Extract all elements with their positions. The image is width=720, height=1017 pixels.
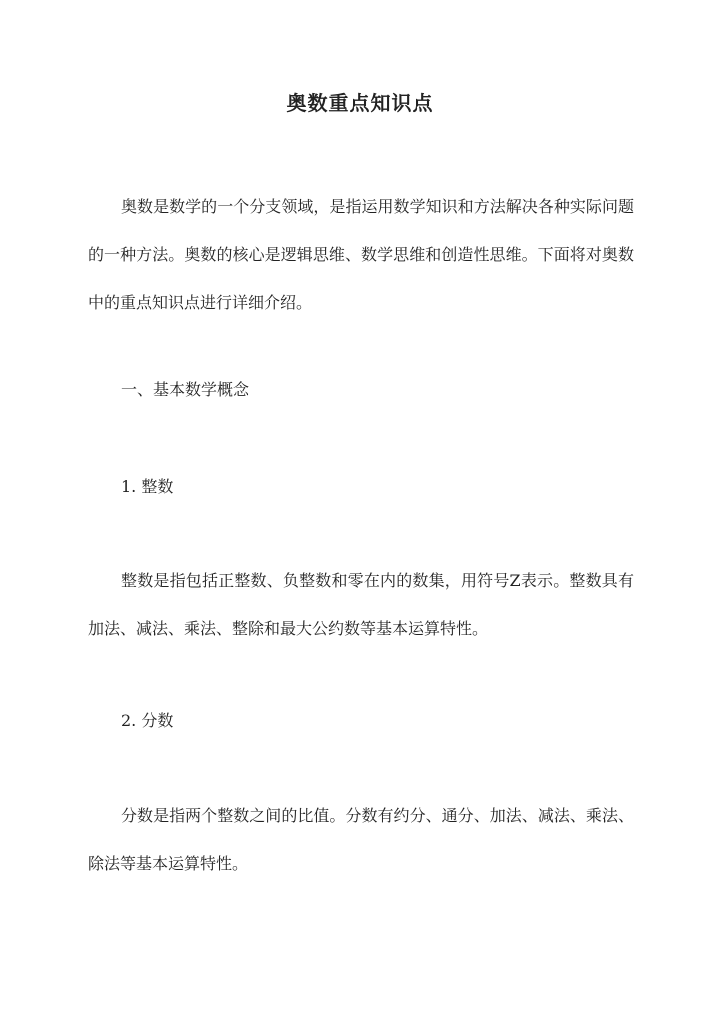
- fractions-paragraph: 分数是指两个整数之间的比值。分数有约分、通分、加法、减法、乘法、除法等基本运算特性。: [88, 806, 634, 873]
- section-heading-basic-concepts: 一、基本数学概念: [121, 380, 250, 399]
- intro-paragraph: 奥数是数学的一个分支领域，是指运用数学知识和方法解决各种实际问题的一种方法。奥数的核心是逻辑思维、数学思维和创造性思维。下面将对奥数中的重点知识点进行详细介绍。: [88, 197, 634, 312]
- item-heading-integers: 1. 整数: [121, 477, 174, 496]
- document-title: 奥数重点知识点: [286, 91, 434, 115]
- item-heading-fractions: 2. 分数: [121, 711, 174, 730]
- integers-paragraph: 整数是指包括正整数、负整数和零在内的数集，用符号Z表示。整数具有加法、减法、乘法、整除和最大公约数等基本运算特性。: [88, 571, 634, 638]
